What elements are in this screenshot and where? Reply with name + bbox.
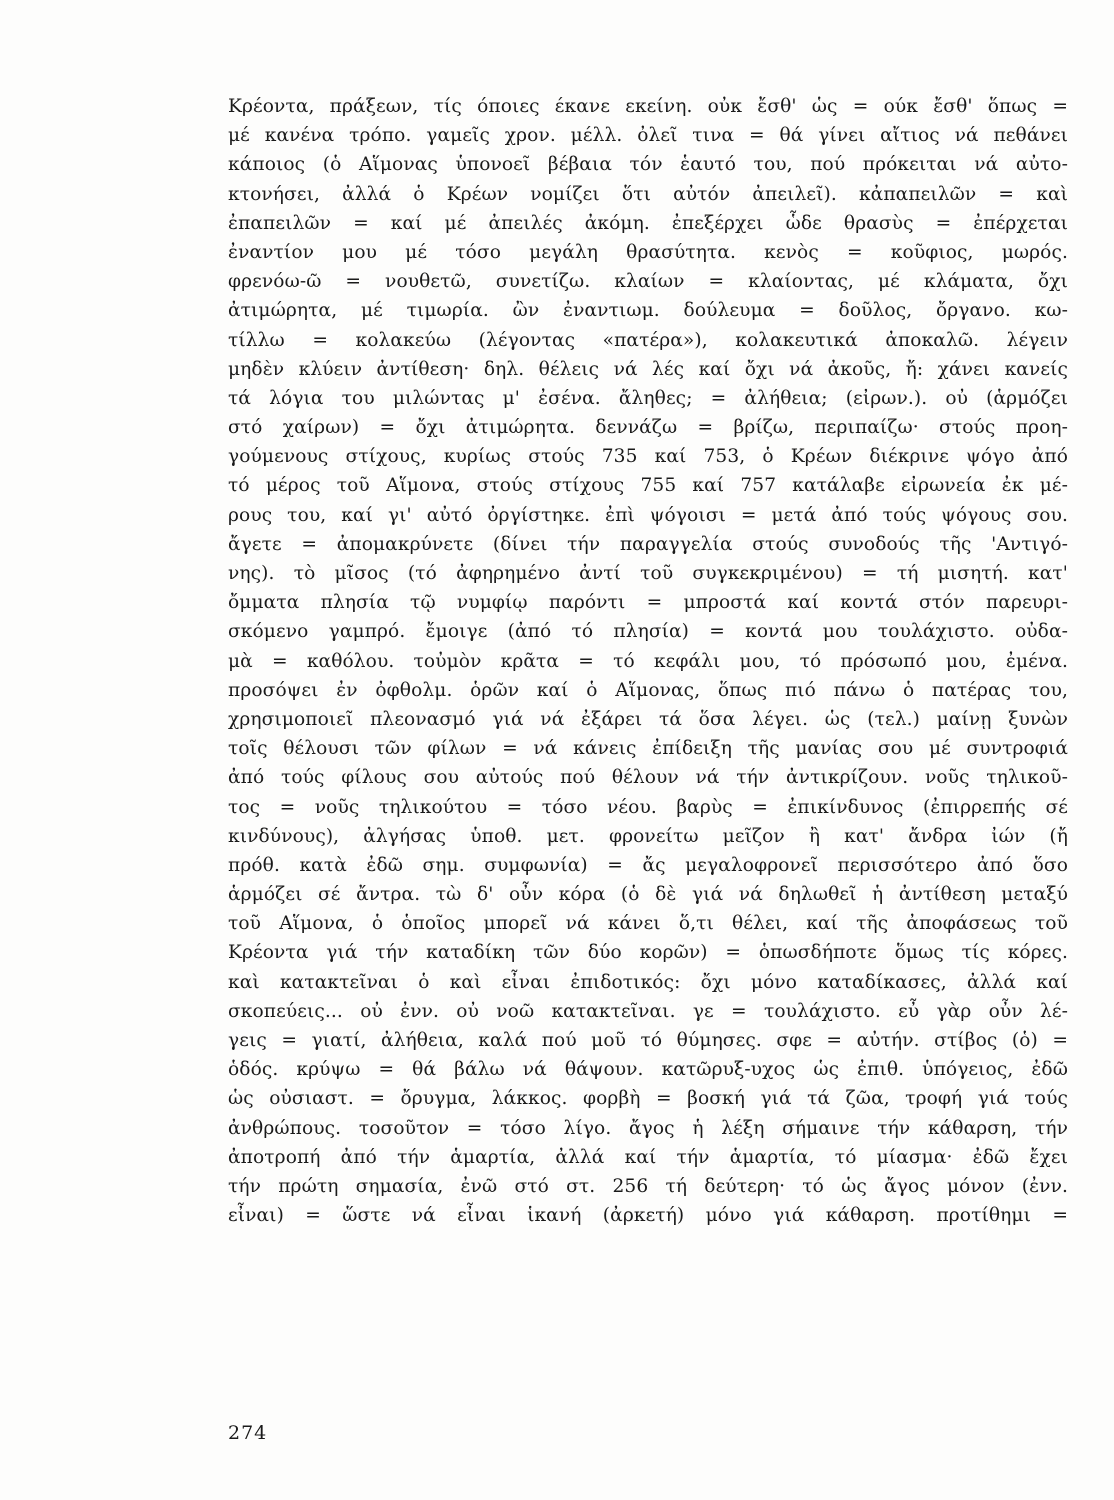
- text-line: ἐναντίον μου μέ τόσο μεγάλη θρασύτητα. κενὸς = κοῦφιος, μωρός.: [228, 241, 1068, 263]
- text-line: ἁρμόζει σέ ἄντρα. τὼ δ' οὖν κόρα (ὁ δὲ γιά νά δηλωθεῖ ἡ ἀντίθεση μεταξύ: [228, 884, 1068, 906]
- text-line: ἀτιμώρητα, μέ τιμωρία. ὢν ἐναντιωμ. δούλευμα = δοῦλος, ὄργανο. κω-: [228, 300, 1068, 322]
- text-line: τά λόγια του μιλώντας μ' ἐσένα. ἄληθες; = ἀλήθεια; (εἰρων.). οὐ (ἁρμόζει: [228, 387, 1068, 409]
- text-line: ὡς οὐσιαστ. = ὄρυγμα, λάκκος. φορβὴ = βοσκή γιά τά ζῶα, τροφή γιά τούς: [228, 1088, 1068, 1110]
- text-line: στό χαίρων) = ὄχι ἀτιμώρητα. δεννάζω = βρίζω, περιπαίζω· στούς προη-: [228, 417, 1068, 439]
- text-line: Κρέοντα γιά τήν καταδίκη τῶν δύο κορῶν) = ὁπωσδήποτε ὅμως τίς κόρες.: [228, 942, 1068, 964]
- text-line: χρησιμοποιεῖ πλεονασμό γιά νά ἐξάρει τά ὅσα λέγει. ὡς (τελ.) μαίνῃ ξυνὼν: [228, 708, 1068, 730]
- text-line: τό μέρος τοῦ Αἵμονα, στούς στίχους 755 καί 757 κατάλαβε εἰρωνεία ἐκ μέ-: [228, 475, 1068, 497]
- text-line: νης). τὸ μῖσος (τό ἀφηρημένο ἀντί τοῦ συγκεκριμένου) = τή μισητή. κατ': [228, 563, 1068, 584]
- text-line: ἀνθρώπους. τοσοῦτον = τόσο λίγο. ἄγος ἡ λέξη σήμαινε τήν κάθαρση, τήν: [228, 1117, 1068, 1139]
- text-line: εἶναι) = ὥστε νά εἶναι ἱκανή (ἀρκετή) μόνο γιά κάθαρση. προτίθημι =: [228, 1205, 1068, 1227]
- text-line: ὁδός. κρύψω = θά βάλω νά θάψουν. κατῶρυξ-υχος ὡς ἐπιθ. ὑπόγειος, ἐδῶ: [228, 1059, 1068, 1081]
- text-line: κτονήσει, ἀλλά ὁ Κρέων νομίζει ὅτι αὐτόν ἀπειλεῖ). κἀπαπειλῶν = καὶ: [228, 183, 1068, 205]
- text-line: σκόμενο γαμπρό. ἔμοιγε (ἀπό τό πλησία) = κοντά μου τουλάχιστο. οὐδα-: [228, 621, 1068, 643]
- text-line: τίλλω = κολακεύω (λέγοντας «πατέρα»), κολακευτικά ἀποκαλῶ. λέγειν: [228, 329, 1068, 351]
- text-line: κάποιος (ὁ Αἵμονας ὑπονοεῖ βέβαια τόν ἑαυτό του, πού πρόκειται νά αὐτο-: [228, 154, 1068, 176]
- text-line: καὶ κατακτεῖναι ὁ καὶ εἶναι ἐπιδοτικός: ὄχι μόνο καταδίκασες, ἀλλά καί: [228, 971, 1068, 993]
- text-line: ἀποτροπή ἀπό τήν ἁμαρτία, ἀλλά καί τήν ἁμαρτία, τό μίασμα· ἐδῶ ἔχει: [228, 1146, 1068, 1168]
- text-line: τοῦ Αἵμονα, ὁ ὁποῖος μπορεῖ νά κάνει ὅ,τι θέλει, καί τῆς ἀποφάσεως τοῦ: [228, 913, 1068, 935]
- text-line: γούμενους στίχους, κυρίως στούς 735 καί 753, ὁ Κρέων διέκρινε ψόγο ἀπό: [228, 446, 1068, 468]
- text-line: κινδύνους), ἀλγήσας ὑποθ. μετ. φρονείτω μεῖζον ἢ κατ' ἄνδρα ἰών (ἤ: [228, 825, 1068, 847]
- page-number: 274: [228, 1422, 268, 1444]
- text-line: φρενόω-ῶ = νουθετῶ, συνετίζω. κλαίων = κλαίοντας, μέ κλάματα, ὄχι: [228, 271, 1068, 293]
- text-line: τοῖς θέλουσι τῶν φίλων = νά κάνεις ἐπίδειξη τῆς μανίας σου μέ συντροφιά: [228, 738, 1068, 760]
- text-line: τος = νοῦς τηλικούτου = τόσο νέου. βαρὺς = ἐπικίνδυνος (ἐπιρρεπής σέ: [228, 796, 1068, 818]
- text-line: ἀπό τούς φίλους σου αὐτούς πού θέλουν νά τήν ἀντικρίζουν. νοῦς τηλικοῦ-: [228, 767, 1068, 789]
- text-line: ἄγετε = ἀπομακρύνετε (δίνει τήν παραγγελία στούς συνοδούς τῆς 'Αντιγό-: [228, 533, 1068, 555]
- text-line: ὄμματα πλησία τῷ νυμφίῳ παρόντι = μπροστά καί κοντά στόν παρευρι-: [228, 592, 1068, 614]
- text-line: μηδὲν κλύειν ἀντίθεση· δηλ. θέλεις νά λές καί ὄχι νά ἀκοῦς, ἤ: χάνει κανείς: [228, 358, 1068, 380]
- text-line: τήν πρώτη σημασία, ἐνῶ στό στ. 256 τή δεύτερη· τό ὡς ἄγος μόνον (ἐνν.: [228, 1175, 1068, 1197]
- text-line: σκοπεύεις... οὐ ἐνν. οὐ νοῶ κατακτεῖναι. γε = τουλάχιστο. εὖ γὰρ οὖν λέ-: [228, 1000, 1068, 1022]
- text-line: ἐπαπειλῶν = καί μέ ἀπειλές ἀκόμη. ἐπεξέρχει ὧδε θρασὺς = ἐπέρχεται: [228, 212, 1068, 234]
- text-line: πρόθ. κατὰ ἐδῶ σημ. συμφωνία) = ἄς μεγαλοφρονεῖ περισσότερο ἀπό ὅσο: [228, 854, 1068, 876]
- text-line: Κρέοντα, πράξεων, τίς όποιες έκανε εκείνη. οὐκ ἔσθ' ὡς = ούκ ἔσθ' ὅπως =: [228, 96, 1068, 117]
- text-line: μέ κανένα τρόπο. γαμεῖς χρον. μέλλ. ὀλεῖ τινα = θά γίνει αἴτιος νά πεθάνει: [228, 125, 1068, 147]
- text-line: μὰ = καθόλου. τοὐμὸν κρᾶτα = τό κεφάλι μου, τό πρόσωπό μου, ἐμένα.: [228, 650, 1068, 672]
- text-line: ρους του, καί γι' αὐτό ὀργίστηκε. ἐπὶ ψόγοισι = μετά ἀπό τούς ψόγους σου.: [228, 504, 1068, 526]
- commentary-text-block: [228, 92, 1068, 1230]
- text-line: προσόψει ἐν ὀφθολμ. ὁρῶν καί ὁ Αἵμονας, ὅπως πιό πάνω ὁ πατέρας του,: [228, 679, 1068, 701]
- text-line: γεις = γιατί, ἀλήθεια, καλά πού μοῦ τό θύμησες. σφε = αὐτήν. στίβος (ὁ) =: [228, 1030, 1068, 1051]
